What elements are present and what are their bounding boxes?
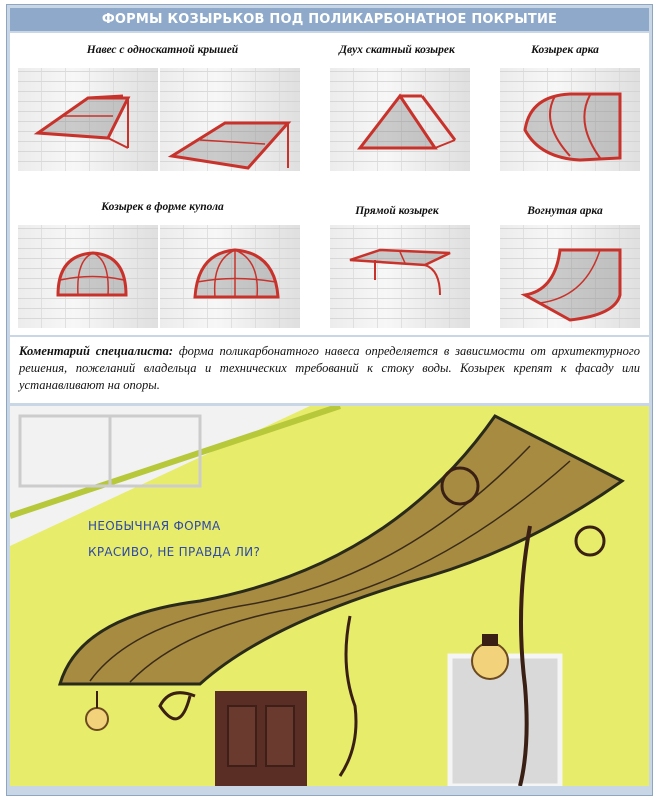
single-slope-canopy-2 [160,68,300,171]
photo-dome-2 [160,225,300,328]
photo-caption-line2: КРАСИВО, НЕ ПРАВДА ЛИ? [88,545,261,559]
straight-canopy [330,225,470,328]
photo-single-slope-2 [160,68,300,171]
dome-canopy-1 [18,225,158,328]
caption-concave-arch: Вогнутая арка [527,205,603,217]
arch-canopy [500,68,640,171]
page-title: ФОРМЫ КОЗЫРЬКОВ ПОД ПОЛИКАРБОНАТНОЕ ПОКРЫТИЕ [10,8,649,31]
photo-arch [500,68,640,171]
photo-dome-1 [18,225,158,328]
photo-single-slope-1 [18,68,158,171]
caption-gable: Двух скатный козырек [339,44,455,56]
caption-dome: Козырек в форме купола [101,201,224,213]
ornamental-canopy-photo [10,406,649,786]
photo-caption-line1: НЕОБЫЧНАЯ ФОРМА [88,519,221,533]
shapes-panel [10,33,649,335]
dome-canopy-2 [160,225,300,328]
gable-canopy [330,68,470,171]
caption-straight: Прямой козырек [355,205,439,217]
comment-label: Коментарий специалиста: [19,344,174,358]
concave-arch-canopy [500,225,640,328]
caption-arch: Козырек арка [531,44,599,56]
photo-gable [330,68,470,171]
expert-comment [10,337,649,403]
ornamental-canopy-illustration [10,406,649,786]
photo-concave-arch [500,225,640,328]
photo-straight [330,225,470,328]
caption-single-slope: Навес с односкатной крышей [86,44,239,56]
single-slope-canopy-1 [18,68,158,171]
comment-text: форма поликарбонатного навеса определяется в зависимости от архитектурного решения, пожеланий владельца и технических требований к стоку воды. Козырек крепят к фасаду или устанавливают на опоры. [19,344,640,392]
